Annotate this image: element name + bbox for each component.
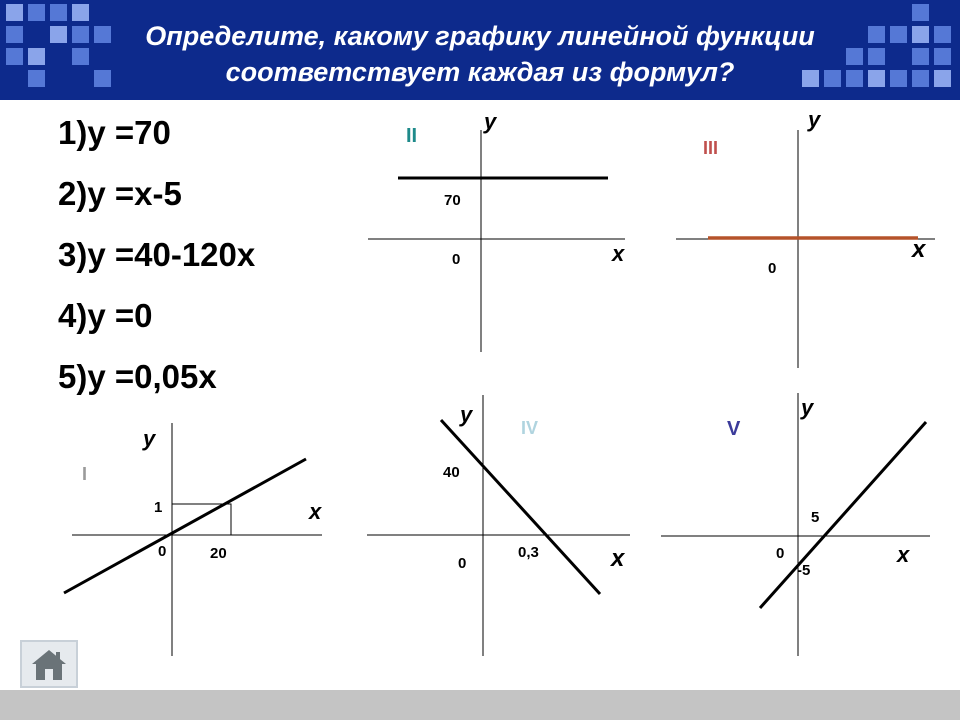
graph-IV-tick-40: 40 (443, 464, 460, 481)
graph-I-x-label: x (309, 499, 322, 524)
graph-II-origin: 0 (452, 251, 461, 268)
graph-I-y-label: y (143, 426, 156, 451)
graph-IV-y-label: y (460, 402, 473, 427)
graph-V (661, 393, 930, 656)
graph-V-y-label: y (801, 395, 814, 420)
graph-V-numeral: V (727, 418, 741, 440)
graph-I-origin: 0 (158, 543, 167, 560)
graph-II (368, 109, 625, 352)
graph-I-helper-lines (172, 504, 231, 535)
graph-I-line (64, 459, 306, 593)
graph-V-origin: 0 (776, 545, 785, 562)
graph-II-y-label: y (484, 109, 497, 134)
graph-III-numeral: III (703, 138, 719, 158)
graph-I-tick-1: 1 (154, 499, 163, 516)
graph-IV-origin: 0 (458, 555, 467, 572)
graph-I (64, 423, 322, 656)
graph-III-y-label: y (808, 107, 821, 132)
graph-I-numeral: I (82, 464, 88, 484)
home-button[interactable] (20, 640, 78, 688)
graph-II-x-label: x (612, 241, 625, 266)
formula-2: 2)y =x-5 (58, 175, 182, 212)
graph-IV (367, 395, 630, 656)
graph-IV-tick-0-3: 0,3 (518, 544, 539, 561)
formula-5: 5)y =0,05x (58, 358, 217, 395)
graph-V-tick-5: 5 (811, 509, 820, 526)
title-line-1: Определите, какому графику линейной функции (145, 21, 815, 51)
home-icon (22, 642, 76, 686)
formula-4: 4)y =0 (58, 297, 153, 334)
graph-II-tick-70: 70 (444, 192, 461, 209)
graph-V-x-label: x (897, 542, 910, 567)
footer-bar (0, 690, 960, 720)
title-line-2: соответствует каждая из формул? (225, 57, 735, 87)
graph-IV-x-label: x (611, 545, 625, 572)
graph-V-tick-minus-5: -5 (797, 562, 811, 579)
graph-III (676, 107, 935, 368)
graph-III-origin: 0 (768, 260, 777, 277)
formula-1: 1)y =70 (58, 114, 171, 151)
graph-V-line (760, 422, 926, 608)
formula-3: 3)y =40-120x (58, 236, 256, 273)
graph-II-numeral: II (406, 125, 418, 147)
graph-III-x-label: x (912, 236, 926, 263)
graph-I-tick-20: 20 (210, 545, 227, 562)
graph-IV-numeral: IV (521, 418, 539, 438)
